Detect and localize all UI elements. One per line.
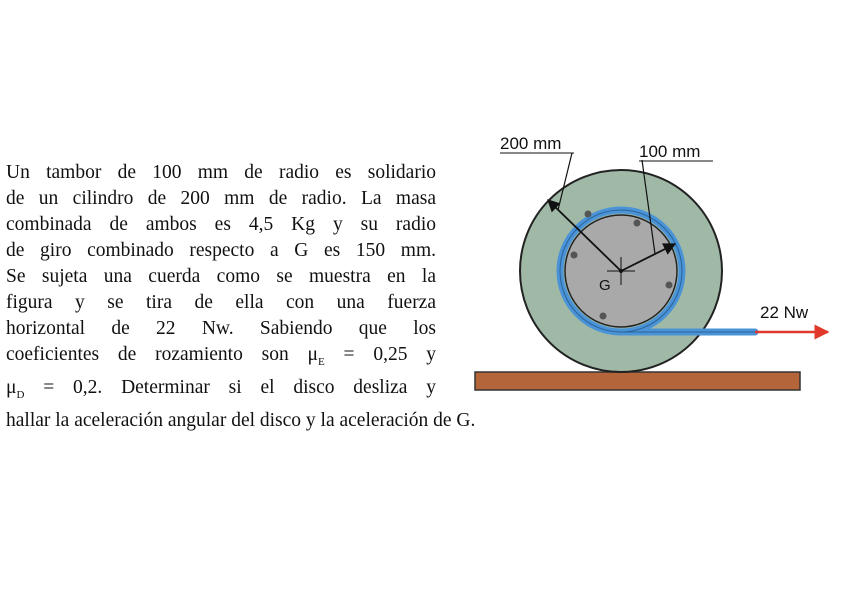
bolt [600, 313, 607, 320]
bolt [585, 211, 592, 218]
problem-statement [6, 160, 476, 434]
problem-line: Un tambor de 100 mm de radio es solidario [6, 162, 436, 183]
disk-diagram [460, 120, 840, 400]
problem-line: horizontal de 22 Nw. Sabiendo que los [6, 318, 436, 339]
bolt [634, 220, 641, 227]
problem-line: Se sujeta una cuerda como se muestra en la [6, 266, 436, 287]
force-label: 22 Nw [760, 303, 809, 322]
problem-line: de un cilindro de 200 mm de radio. La masa [6, 188, 436, 209]
problem-line: coeficientes de rozamiento son $\mu_E = 0,25$ y [6, 344, 436, 368]
bolt [666, 282, 673, 289]
problem-line: $\mu_D = 0,2$. Determinar si el disco desliza y [6, 376, 436, 401]
disk-diagram-svg [460, 120, 840, 400]
bolt [571, 252, 578, 259]
center-point [619, 269, 623, 273]
problem-line: figura y se tira de ella con una fuerza [6, 292, 436, 313]
inner-radius-label: 100 mm [639, 142, 701, 161]
problem-line: de giro combinado respecto a G es 150 mm. [6, 240, 436, 261]
center-label: G [599, 277, 611, 294]
outer-radius-label: 200 mm [500, 134, 562, 153]
problem-line: hallar la aceleración angular del disco y la aceleración de G. [6, 409, 476, 431]
ground-surface [475, 372, 800, 390]
problem-line: combinada de ambos es 4,5 Kg y su radio [6, 214, 436, 235]
